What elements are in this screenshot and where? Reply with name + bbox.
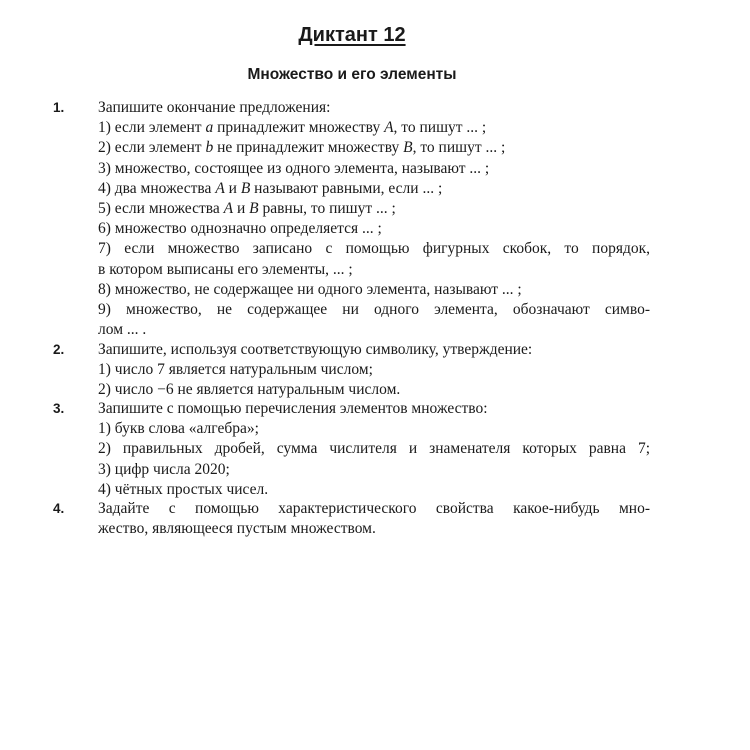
task-body — [98, 340, 654, 401]
task-item-3: 3) множество, состоящее из одного элемента, называют ... ; — [98, 159, 490, 177]
page-subtitle: Множество и его элементы — [247, 66, 457, 83]
task-text-line-2: жество, являющееся пустым множеством. — [98, 520, 376, 538]
task-item-2: 2) правильных дробей, сумма числителя и знаменателя которых равна 7; — [98, 440, 650, 458]
task-item-9-line-2: лом ... . — [98, 321, 147, 339]
task-number: 2. — [53, 342, 65, 357]
task-item-8: 8) множество, не содержащее ни одного элемента, называют ... ; — [98, 280, 522, 298]
task-item-1: 1) букв слова «алгебра»; — [98, 420, 259, 438]
task-intro: Запишите, используя соответствующую символику, утверждение: — [98, 341, 533, 358]
task-number: 3. — [53, 401, 65, 416]
task-intro: Запишите с помощью перечисления элементов множество: — [98, 400, 488, 417]
task-item-7-line-2: в котором выписаны его элементы, ... ; — [98, 260, 353, 278]
task-item-3: 3) цифр числа 2020; — [98, 460, 230, 478]
task-body — [98, 98, 654, 340]
task-item-6: 6) множество однозначно определяется ... ; — [98, 220, 382, 238]
task-text-line-1: Задайте с помощью характеристического свойства какое-нибудь мно- — [98, 500, 650, 517]
task-item-9-line-1: 9) множество, не содержащее ни одного элемента, обозначают симво- — [98, 301, 650, 319]
page-title — [0, 24, 704, 47]
task-item-5: 5) если множества A и B равны, то пишут ... ; — [98, 200, 396, 218]
task-item-4: 4) чётных простых чисел. — [98, 480, 269, 498]
page-title-text: Диктант 12 — [298, 24, 406, 46]
task-item-1: 1) число 7 является натуральным числом; — [98, 361, 373, 379]
task-item-2: 2) если элемент b не принадлежит множеству B, то пишут ... ; — [98, 139, 506, 157]
task-number: 4. — [53, 501, 65, 516]
task-item-4: 4) два множества A и B называют равными, если ... ; — [98, 179, 443, 197]
task-body — [98, 499, 654, 539]
task-item-1: 1) если элемент a принадлежит множеству A, то пишут ... ; — [98, 119, 487, 137]
task-body — [98, 399, 654, 500]
task-item-2: 2) число −6 не является натуральным числом. — [98, 381, 401, 399]
task-intro: Запишите окончание предложения: — [98, 99, 331, 116]
task-item-7-line-1: 7) если множество записано с помощью фигурных скобок, то порядок, — [98, 240, 650, 258]
task-number: 1. — [53, 100, 65, 115]
